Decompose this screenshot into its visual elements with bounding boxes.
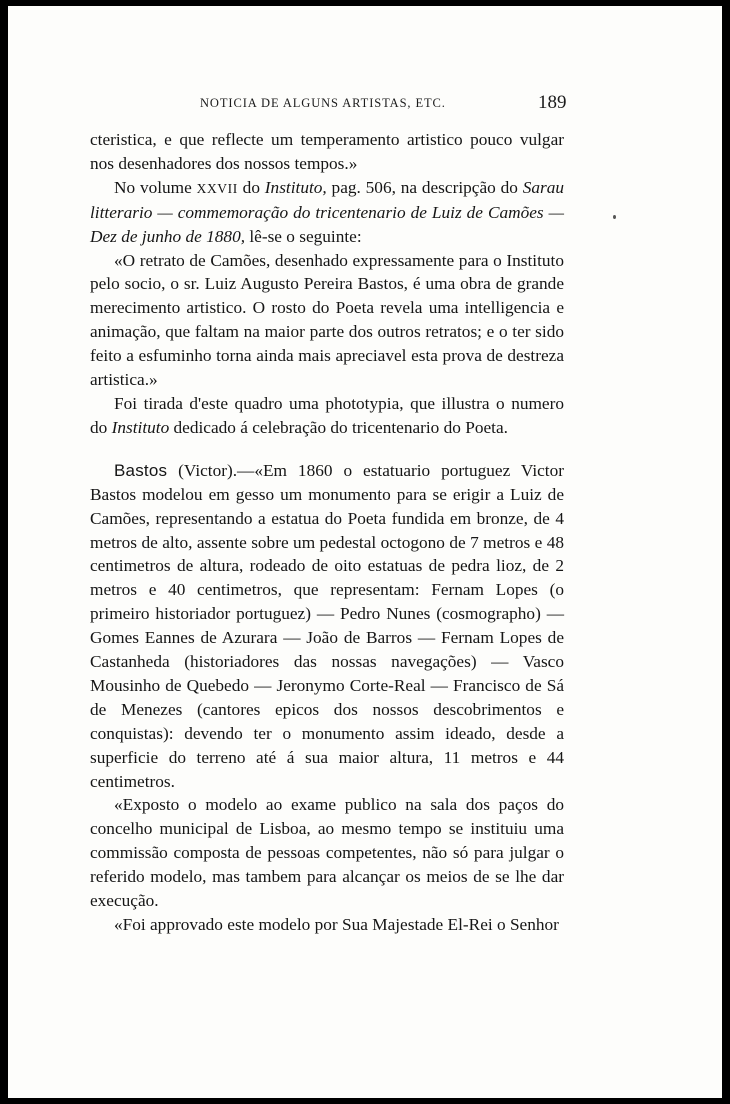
body-text	[90, 128, 564, 937]
paper-speck	[613, 215, 616, 219]
paragraph-continuation: cteristica, e que reflecte um temperamento artistico pouco vulgar nos desenhadores dos nossos tempos.»	[90, 130, 564, 173]
paragraph-model-exposed: «Exposto o modelo ao exame publico na sala dos paços do concelho municipal de Lisboa, ao mesmo tempo se instituiu uma commissão composta de pessoas competentes, não só para julgar o referido modelo, mas tambem para alcançar os meios de se lhe dar execução.	[90, 795, 564, 911]
paragraph-quote-portrait: «O retrato de Camões, desenhado expressamente para o Instituto pelo socio, o sr. Luiz Augusto Pereira Bastos, é uma obra de grande merecimento artistico. O rosto do Poeta revela uma intelligencia e animação, que faltam na maior parte dos outros retratos; e o ter sido feito a esfuminho torna ainda mais apreciavel esta prova de destreza artistica.»	[90, 250, 564, 390]
event-title: Sarau litterario — commemoração do tricentenario de Luiz de Camões — Dez de junho de 1880,	[90, 177, 564, 246]
book-page	[8, 6, 722, 1098]
running-head: NOTICIA DE ALGUNS ARTISTAS, ETC.	[200, 96, 446, 110]
page-number: 189	[538, 92, 567, 113]
entry-name: Bastos	[114, 460, 168, 480]
journal-title: Instituto	[111, 417, 170, 437]
paragraph-phototypia: Foi tirada d'este quadro uma phototypia, que illustra o numero do Instituto dedicado á celebração do tricentenario do Poeta.	[90, 393, 564, 437]
page-header	[8, 92, 722, 116]
volume-number: XXVII	[196, 180, 238, 196]
paragraph-instituto-reference: No volume XXVII do Instituto, pag. 506, na descripção do Sarau litterario — commemoração do tricentenario de Luiz de Camões — Dez de junho de 1880, lê-se o seguinte:	[90, 177, 564, 246]
entry-bastos-victor: Bastos (Victor).—«Em 1860 o estatuario portuguez Victor Bastos modelou em gesso um monumento para se erigir a Luiz de Camões, representando a estatua do Poeta fundida em bronze, de 4 metros de alto, assente sobre um pedestal octogono de 7 metros e 48 centimetros de altura, rodeado de oito estatuas de pedra lioz, de 2 metros e 40 centimetros, que representam: Fernam Lopes (o primeiro historiador portuguez) — Pedro Nunes (cosmographo) — Gomes Eannes de Azurara — João de Barros — Fernam Lopes de Castanheda (historiadores das nossas navegações) — Vasco Mousinho de Quebedo — Jeronymo Corte-Real — Francisco de Sá de Menezes (cantores epicos dos nossos descobrimentos e conquistas): devendo ter o monumento assim ideado, desde a superficie do terreno até á sua maior altura, 11 metros e 44 centimetros.	[90, 460, 564, 791]
journal-title: Instituto,	[264, 177, 327, 197]
paragraph-model-approved: «Foi approvado este modelo por Sua Majestade El-Rei o Senhor	[114, 915, 559, 934]
